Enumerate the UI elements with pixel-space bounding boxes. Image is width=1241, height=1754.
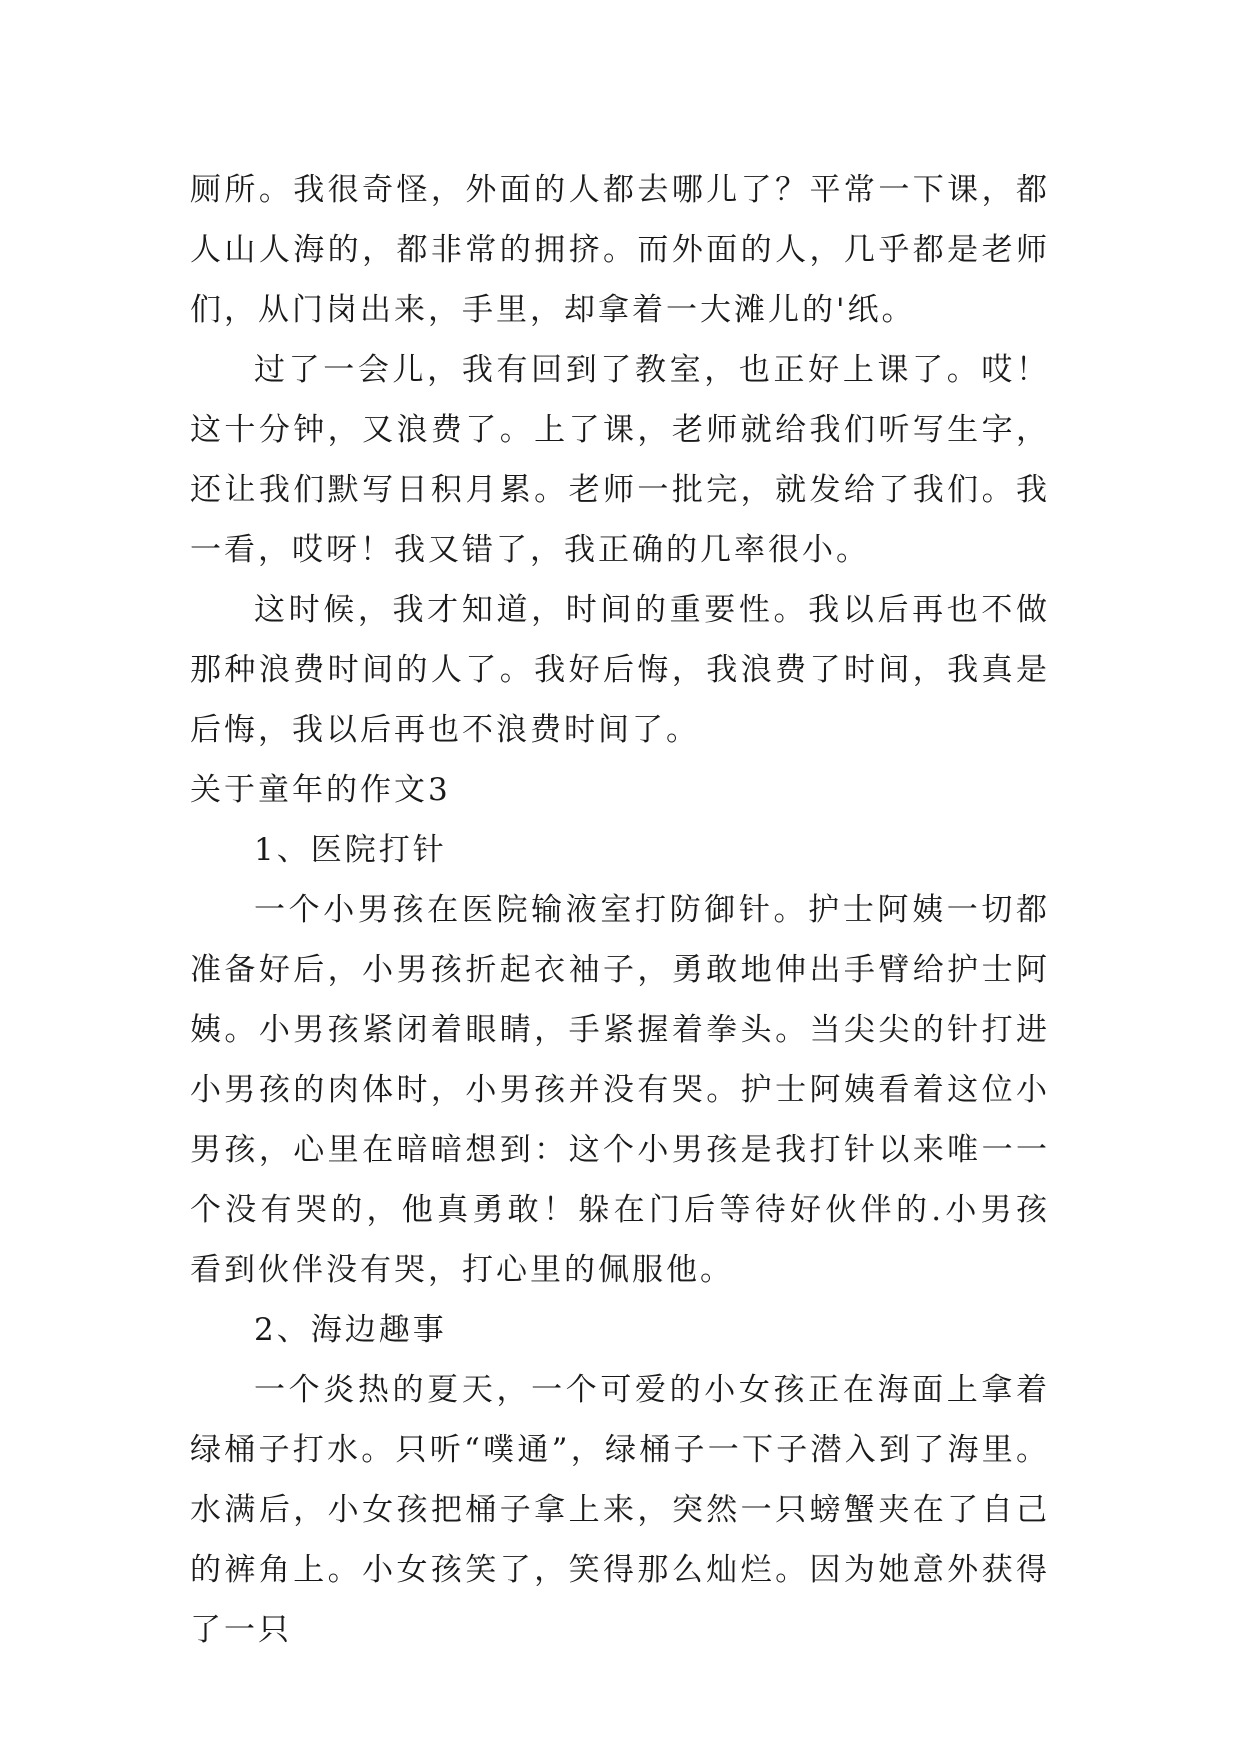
subheading-seaside: 2、海边趣事 [254,1312,447,1348]
paragraph-hospital: 一个小男孩在医院输液室打防御针。护士阿姨一切都准备好后，小男孩折起衣袖子，勇敢地伸出手臂给护士阿姨。小男孩紧闭着眼睛，手紧握着拳头。当尖尖的针打进小男孩的肉体时，小男孩并没有哭。护士阿姨看着这位小男孩，心里在暗暗想到：这个小男孩是我打针以来唯一一个没有哭的，他真勇敢！躲在门后等待好伙伴的.小男孩看到伙伴没有哭，打心里的佩服他。 [190,892,1050,1288]
subheading-hospital: 1、医院打针 [254,832,447,868]
paragraph-continuation: 厕所。我很奇怪，外面的人都去哪儿了？平常一下课，都人山人海的，都非常的拥挤。而外面的人，几乎都是老师们，从门岗出来，手里，却拿着一大滩儿的'纸。 [190,172,1050,328]
section-heading: 关于童年的作文3 [190,772,451,808]
paragraph-classroom: 过了一会儿，我有回到了教室，也正好上课了。哎！这十分钟，又浪费了。上了课，老师就给我们听写生字，还让我们默写日积月累。老师一批完，就发给了我们。我一看，哎呀！我又错了，我正确的几率很小。 [190,352,1050,568]
paragraph-reflection: 这时候，我才知道，时间的重要性。我以后再也不做那种浪费时间的人了。我好后悔，我浪费了时间，我真是后悔，我以后再也不浪费时间了。 [190,592,1050,748]
document-body [190,160,1050,1660]
paragraph-seaside: 一个炎热的夏天，一个可爱的小女孩正在海面上拿着绿桶子打水。只听“噗通”，绿桶子一下子潜入到了海里。水满后，小女孩把桶子拿上来，突然一只螃蟹夹在了自己的裤角上。小女孩笑了，笑得那么灿烂。因为她意外获得了一只 [190,1372,1050,1648]
